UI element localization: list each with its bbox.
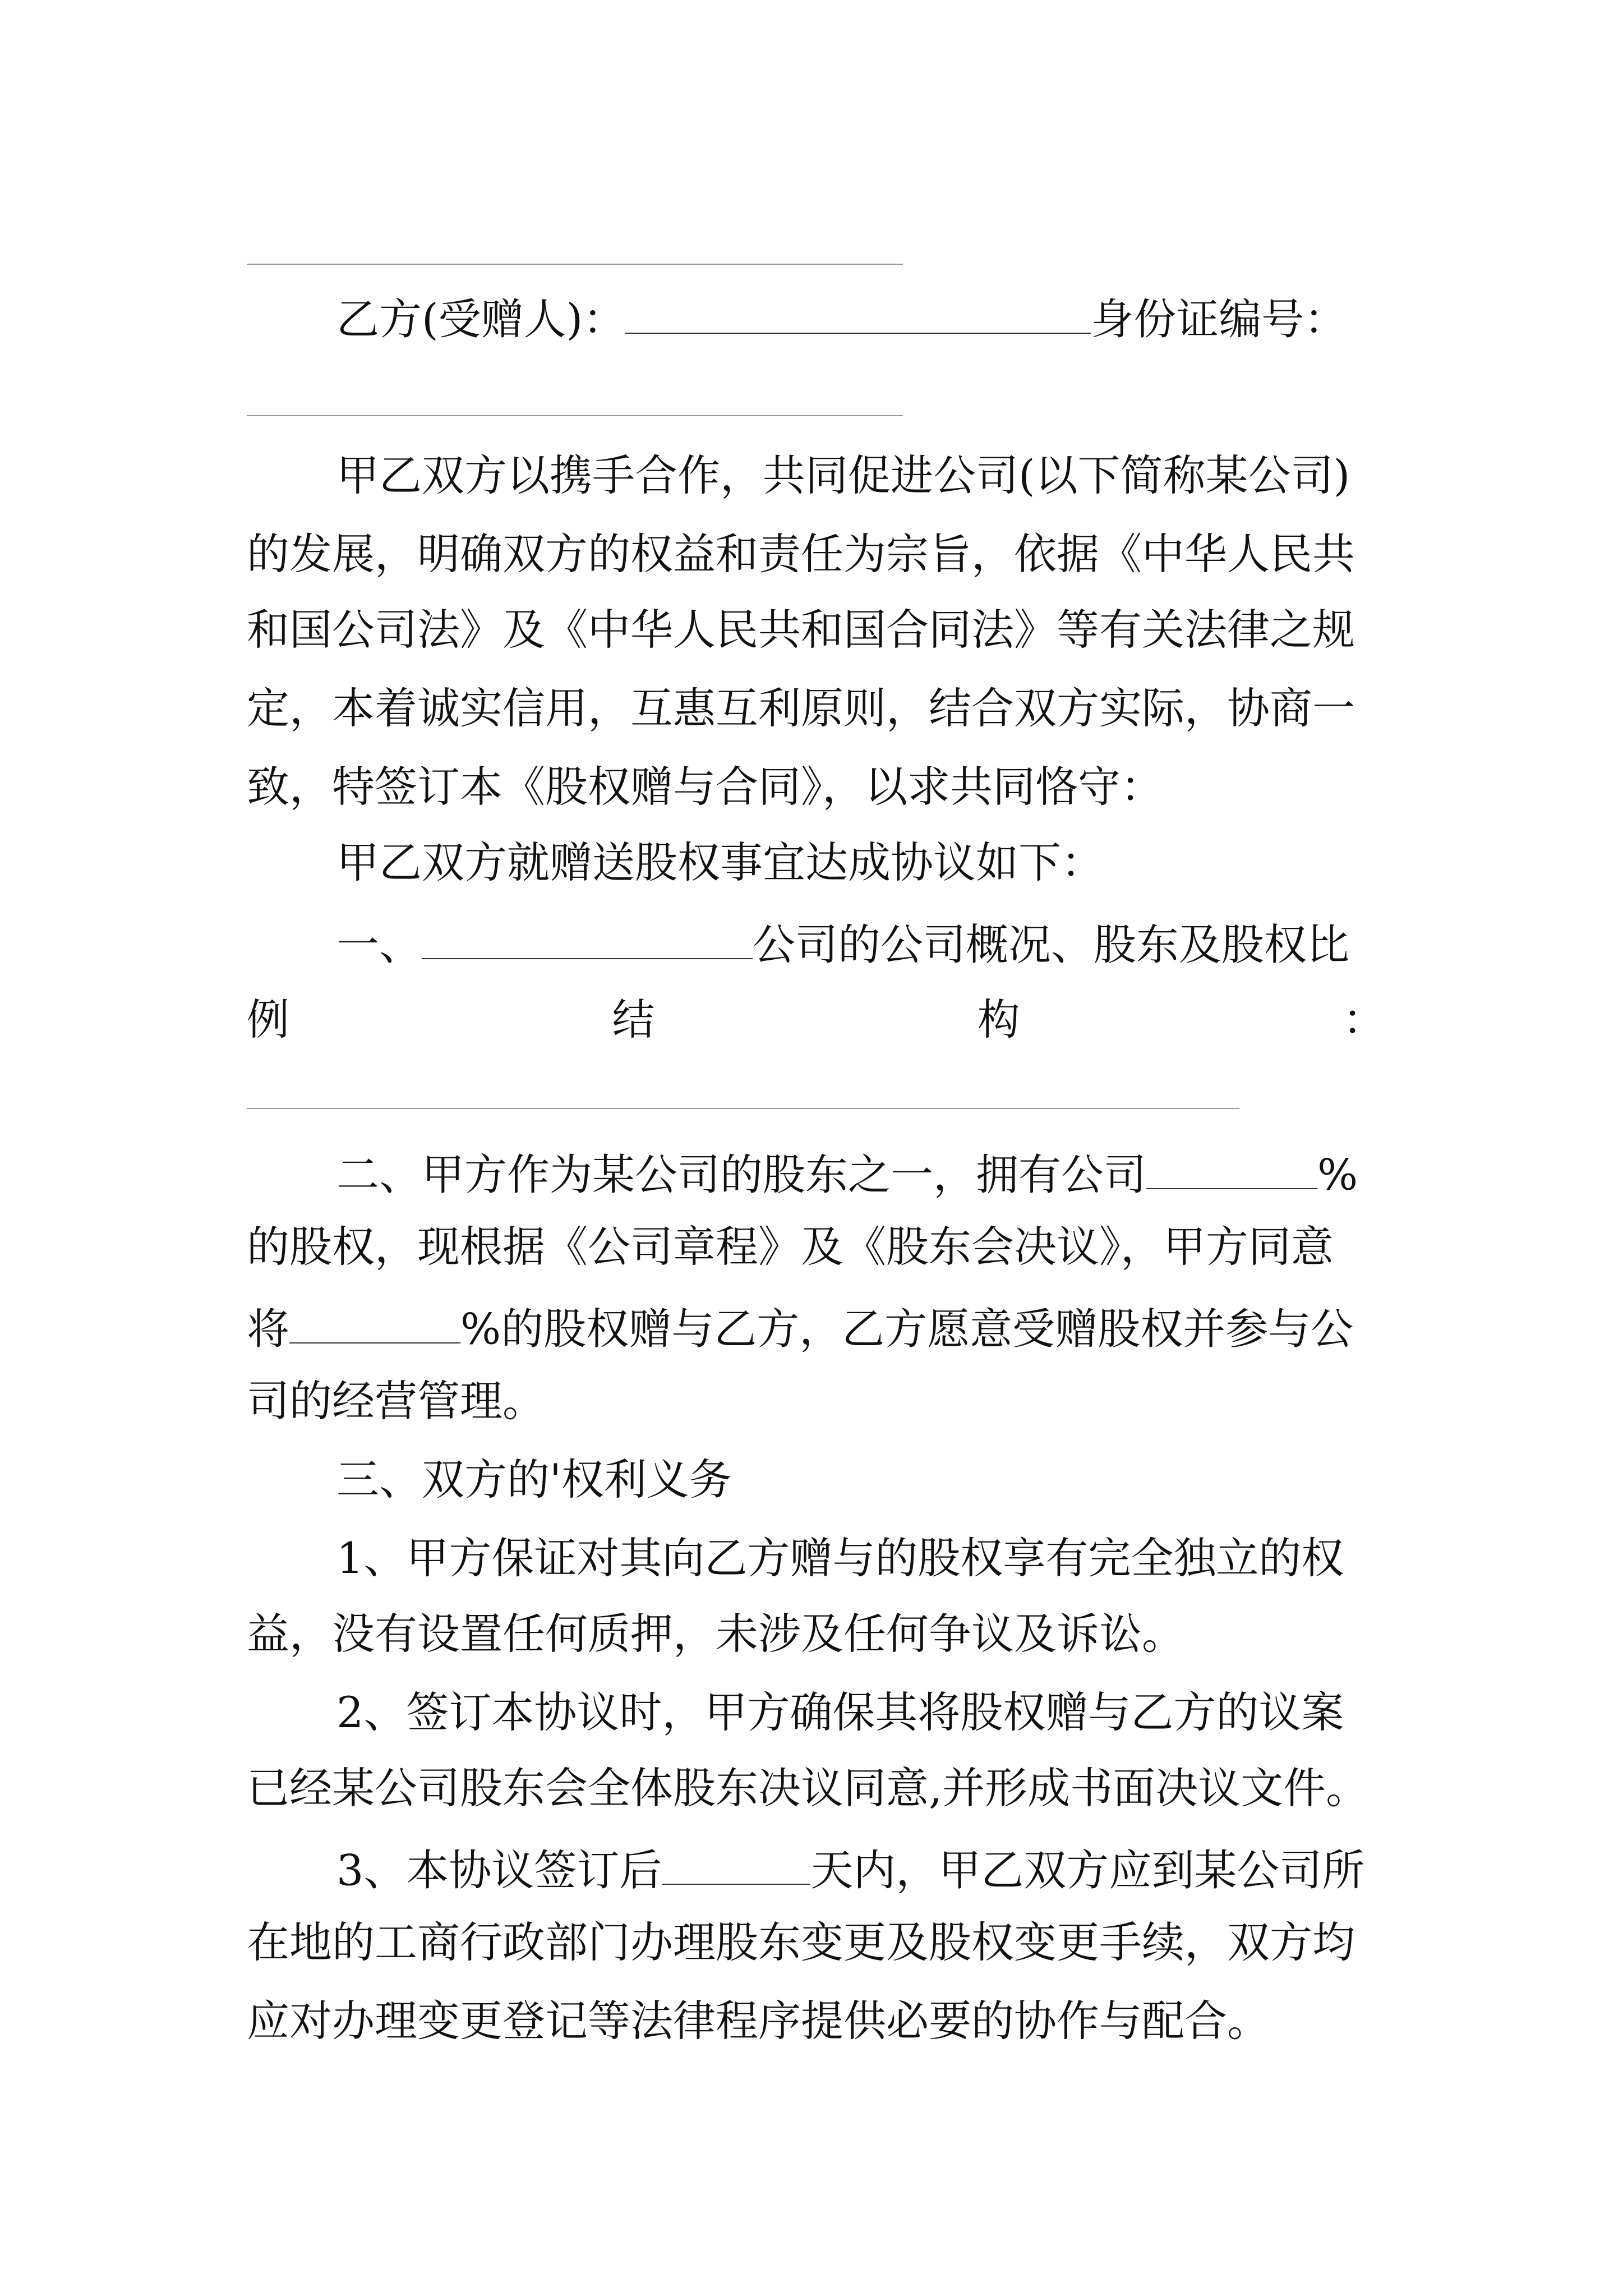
party-b-name-blank[interactable] bbox=[625, 295, 1091, 334]
section1-prefix: 一、 bbox=[336, 919, 422, 970]
gift-percent-blank[interactable] bbox=[289, 1304, 460, 1343]
preamble-line-5: 致，特签订本《股权赠与合同》，以求共同恪守： bbox=[247, 762, 1163, 812]
party-b-label: 乙方(受赠人)： bbox=[336, 294, 626, 344]
blank-line-id bbox=[247, 415, 903, 416]
intro-line: 甲乙双方就赠送股权事宜达成协议如下： bbox=[336, 838, 1104, 887]
section2-line-1 bbox=[247, 1149, 1475, 1200]
item3-text-a: 3、本协议签订后 bbox=[336, 1845, 662, 1895]
item2-line-1: 2、签订本协议时，甲方确保其将股权赠与乙方的议案 bbox=[336, 1687, 1344, 1737]
section3-title: 三、双方的'权利义务 bbox=[336, 1455, 732, 1504]
item3-line-3: 应对办理变更登记等法律程序提供必要的协作与配合。 bbox=[247, 1996, 1270, 2046]
preamble-line-1: 甲乙双方以携手合作，共同促进公司(以下简称某公司) bbox=[336, 450, 1350, 500]
blank-line-structure bbox=[247, 1108, 1239, 1109]
percent-sign-1: % bbox=[1317, 1149, 1358, 1200]
share-percent-blank[interactable] bbox=[1146, 1150, 1317, 1189]
section2-line-4: 司的经营管理。 bbox=[247, 1376, 545, 1426]
section1-char-1: 例 bbox=[247, 995, 289, 1045]
section1-line-1 bbox=[247, 919, 1475, 970]
section1-char-3: 构 bbox=[977, 995, 1020, 1045]
days-blank[interactable] bbox=[662, 1846, 810, 1885]
section2-line-3 bbox=[247, 1304, 1385, 1354]
section2-line-3-a: 将 bbox=[247, 1304, 289, 1354]
section2-line-3-b: %的股权赠与乙方，乙方愿意受赠股权并参与公 bbox=[460, 1304, 1354, 1354]
preamble-line-2: 的发展，明确双方的权益和责任为宗旨，依据《中华人民共 bbox=[247, 529, 1355, 579]
company-name-blank[interactable] bbox=[422, 920, 753, 959]
blank-line-top bbox=[247, 264, 903, 265]
item2-line-2: 已经某公司股东会全体股东决议同意,并形成书面决议文件。 bbox=[247, 1763, 1369, 1813]
item3-line-1 bbox=[247, 1845, 1475, 1895]
party-b-line bbox=[247, 294, 1475, 344]
section2-line-2: 的股权，现根据《公司章程》及《股东会决议》，甲方同意 bbox=[247, 1222, 1334, 1272]
section1-text: 公司的公司概况、股东及股权比 bbox=[753, 919, 1349, 970]
section2-prefix: 二、甲方作为某公司的股东之一，拥有公司 bbox=[336, 1149, 1146, 1200]
item3-line-2: 在地的工商行政部门办理股东变更及股权变更手续，双方均 bbox=[247, 1917, 1355, 1967]
item1-line-2: 益，没有设置任何质押，未涉及任何争议及诉讼。 bbox=[247, 1609, 1184, 1659]
item1-line-1: 1、甲方保证对其向乙方赠与的股权享有完全独立的权 bbox=[336, 1533, 1344, 1583]
section1-char-4: ： bbox=[1342, 995, 1385, 1045]
section1-line-2 bbox=[247, 995, 1385, 1045]
item3-text-b: 天内，甲乙双方应到某公司所 bbox=[810, 1845, 1365, 1895]
preamble-line-3: 和国公司法》及《中华人民共和国合同法》等有关法律之规 bbox=[247, 605, 1355, 655]
section1-char-2: 结 bbox=[612, 995, 655, 1045]
preamble-line-4: 定，本着诚实信用，互惠互利原则，结合双方实际，协商一 bbox=[247, 683, 1355, 733]
id-number-label: 身份证编号： bbox=[1091, 294, 1347, 344]
